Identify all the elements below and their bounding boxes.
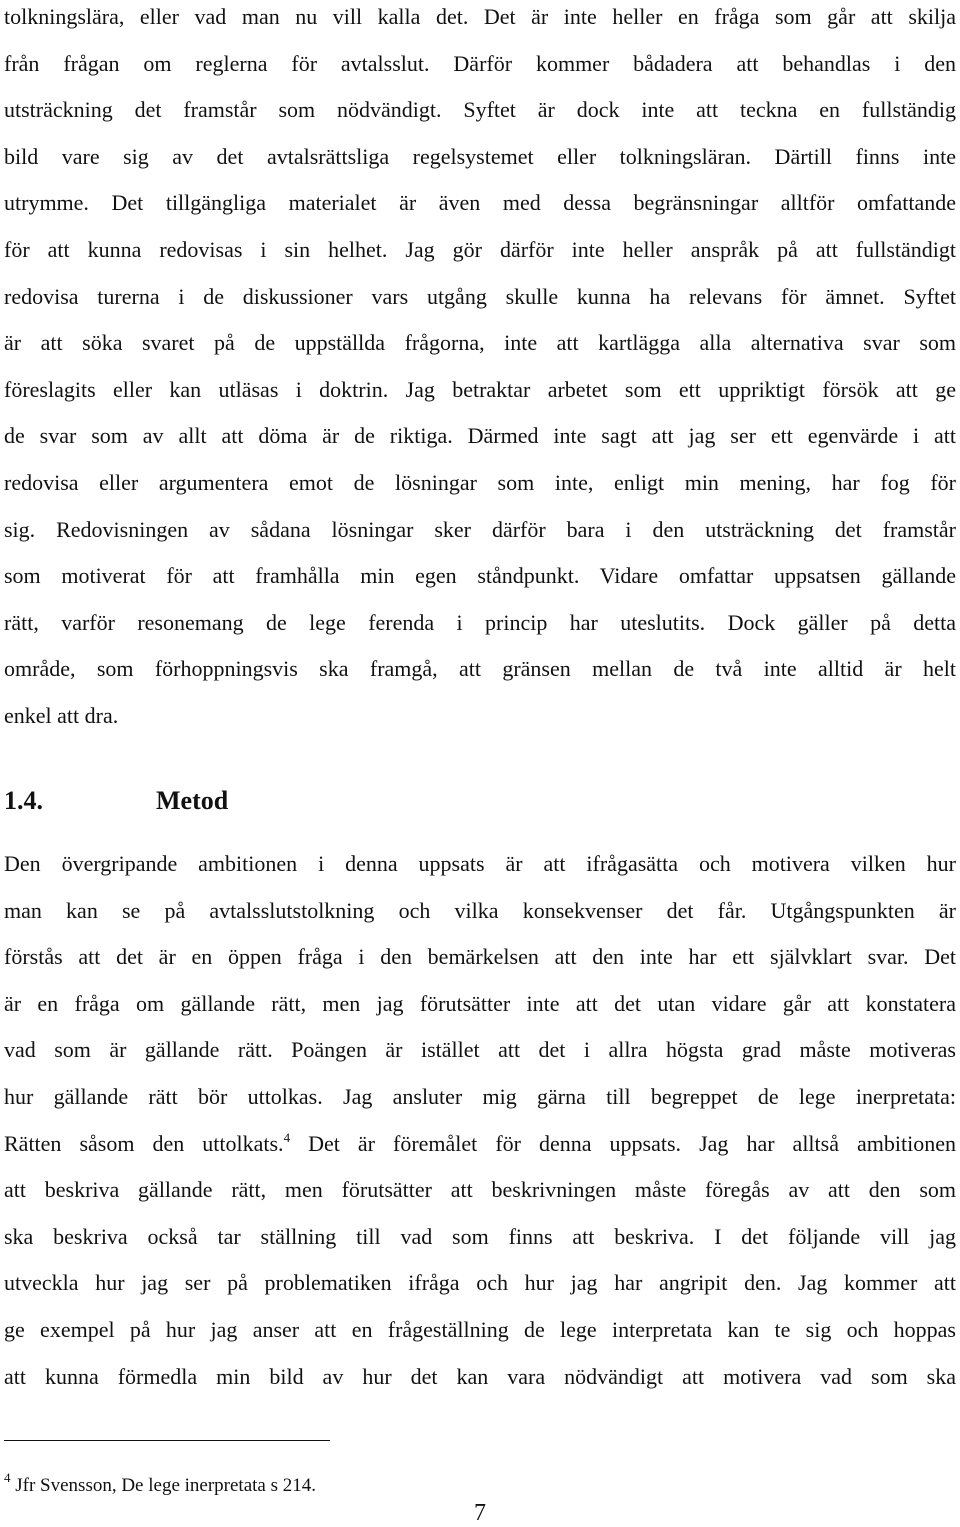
text-line: utrymme. Det tillgängliga materialet är även med dessa begränsningar alltför omfattande	[4, 190, 956, 216]
text-line: de svar som av allt att döma är de riktiga. Därmed inte sagt att jag ser ett egenvärde i att	[4, 423, 956, 449]
footnote	[4, 1472, 316, 1500]
footnote-reference[interactable]: 4	[283, 1129, 291, 1145]
text-line: Den övergripande ambitionen i denna uppsats är att ifrågasätta och motivera vilken hur	[4, 851, 956, 876]
text-segment: Det är föremålet för denna uppsats. Jag har alltså ambitionen	[290, 1130, 956, 1156]
section-heading	[4, 786, 228, 816]
text-line: att beskriva gällande rätt, men förutsätter att beskrivningen måste föregås av att den som	[4, 1177, 956, 1203]
text-line: man kan se på avtalsslutstolkning och vilka konsekvenser det får. Utgångspunkten är	[4, 897, 956, 923]
section-number: 1.4.	[4, 786, 43, 815]
paragraph-scope	[4, 2, 956, 748]
text-line: ska beskriva också tar ställning till vad som finns att beskriva. I det följande vill jag	[4, 1223, 956, 1249]
text-line: att kunna förmedla min bild av hur det kan vara nödvändigt att motivera vad som ska	[4, 1363, 956, 1389]
text-line: enkel att dra.	[4, 702, 119, 728]
text-line: är att söka svaret på de uppställda frågorna, inte att kartlägga alla alternativa svar som	[4, 330, 956, 356]
text-line: hur gällande rätt bör uttolkas. Jag ansluter mig gärna till begreppet de lege inerpretata:	[4, 1083, 956, 1109]
page-number: 7	[474, 1500, 486, 1526]
text-line: rätt, varför resonemang de lege ferenda i princip har uteslutits. Dock gäller på detta	[4, 609, 956, 635]
text-line: tolkningslära, eller vad man nu vill kalla det. Det är inte heller en fråga som går att skilja	[4, 4, 956, 29]
text-line: utveckla hur jag ser på problematiken ifråga och hur jag har angripit den. Jag kommer att	[4, 1270, 956, 1296]
text-line: som motiverat för att framhålla min egen ståndpunkt. Vidare omfattar uppsatsen gällande	[4, 563, 956, 589]
text-line: redovisa eller argumentera emot de lösningar som inte, enligt min mening, har fog för	[4, 469, 956, 495]
footnote-text: Jfr Svensson, De lege inerpretata s 214.	[10, 1475, 317, 1496]
text-line: föreslagits eller kan utläsas i doktrin. Jag betraktar arbetet som ett uppriktigt försök att ge	[4, 376, 956, 402]
text-line: från frågan om reglerna för avtalsslut. Därför kommer bådadera att behandlas i den	[4, 50, 956, 76]
text-line: vad som är gällande rätt. Poängen är istället att det i allra högsta grad måste motiveras	[4, 1037, 956, 1063]
footnote-separator	[4, 1440, 330, 1441]
text-line-with-footnote	[4, 1129, 956, 1176]
text-segment: Rätten såsom den uttolkats.	[4, 1130, 284, 1156]
text-line: ge exempel på hur jag anser att en frågeställning de lege interpretata kan te sig och hoppas	[4, 1316, 956, 1342]
section-title: Metod	[156, 786, 229, 815]
text-line: sig. Redovisningen av sådana lösningar sker därför bara i den utsträckning det framstår	[4, 516, 956, 542]
text-line: förstås att det är en öppen fråga i den bemärkelsen att den inte har ett självklart svar. Det	[4, 944, 956, 970]
footnote-number: 4	[4, 1470, 11, 1485]
text-line: är en fråga om gällande rätt, men jag förutsätter inte att det utan vidare går att konstatera	[4, 990, 956, 1016]
text-line: för att kunna redovisas i sin helhet. Jag gör därför inte heller anspråk på att fullständigt	[4, 236, 956, 262]
text-line: område, som förhoppningsvis ska framgå, att gränsen mellan de två inte alltid är helt	[4, 656, 956, 682]
text-line: bild vare sig av det avtalsrättsliga regelsystemet eller tolkningsläran. Därtill finns inte	[4, 143, 956, 169]
text-line: utsträckning det framstår som nödvändigt. Syftet är dock inte att teckna en fullständig	[4, 97, 956, 123]
text-line: redovisa turerna i de diskussioner vars utgång skulle kunna ha relevans för ämnet. Syftet	[4, 283, 956, 309]
paragraph-method	[4, 849, 956, 1408]
